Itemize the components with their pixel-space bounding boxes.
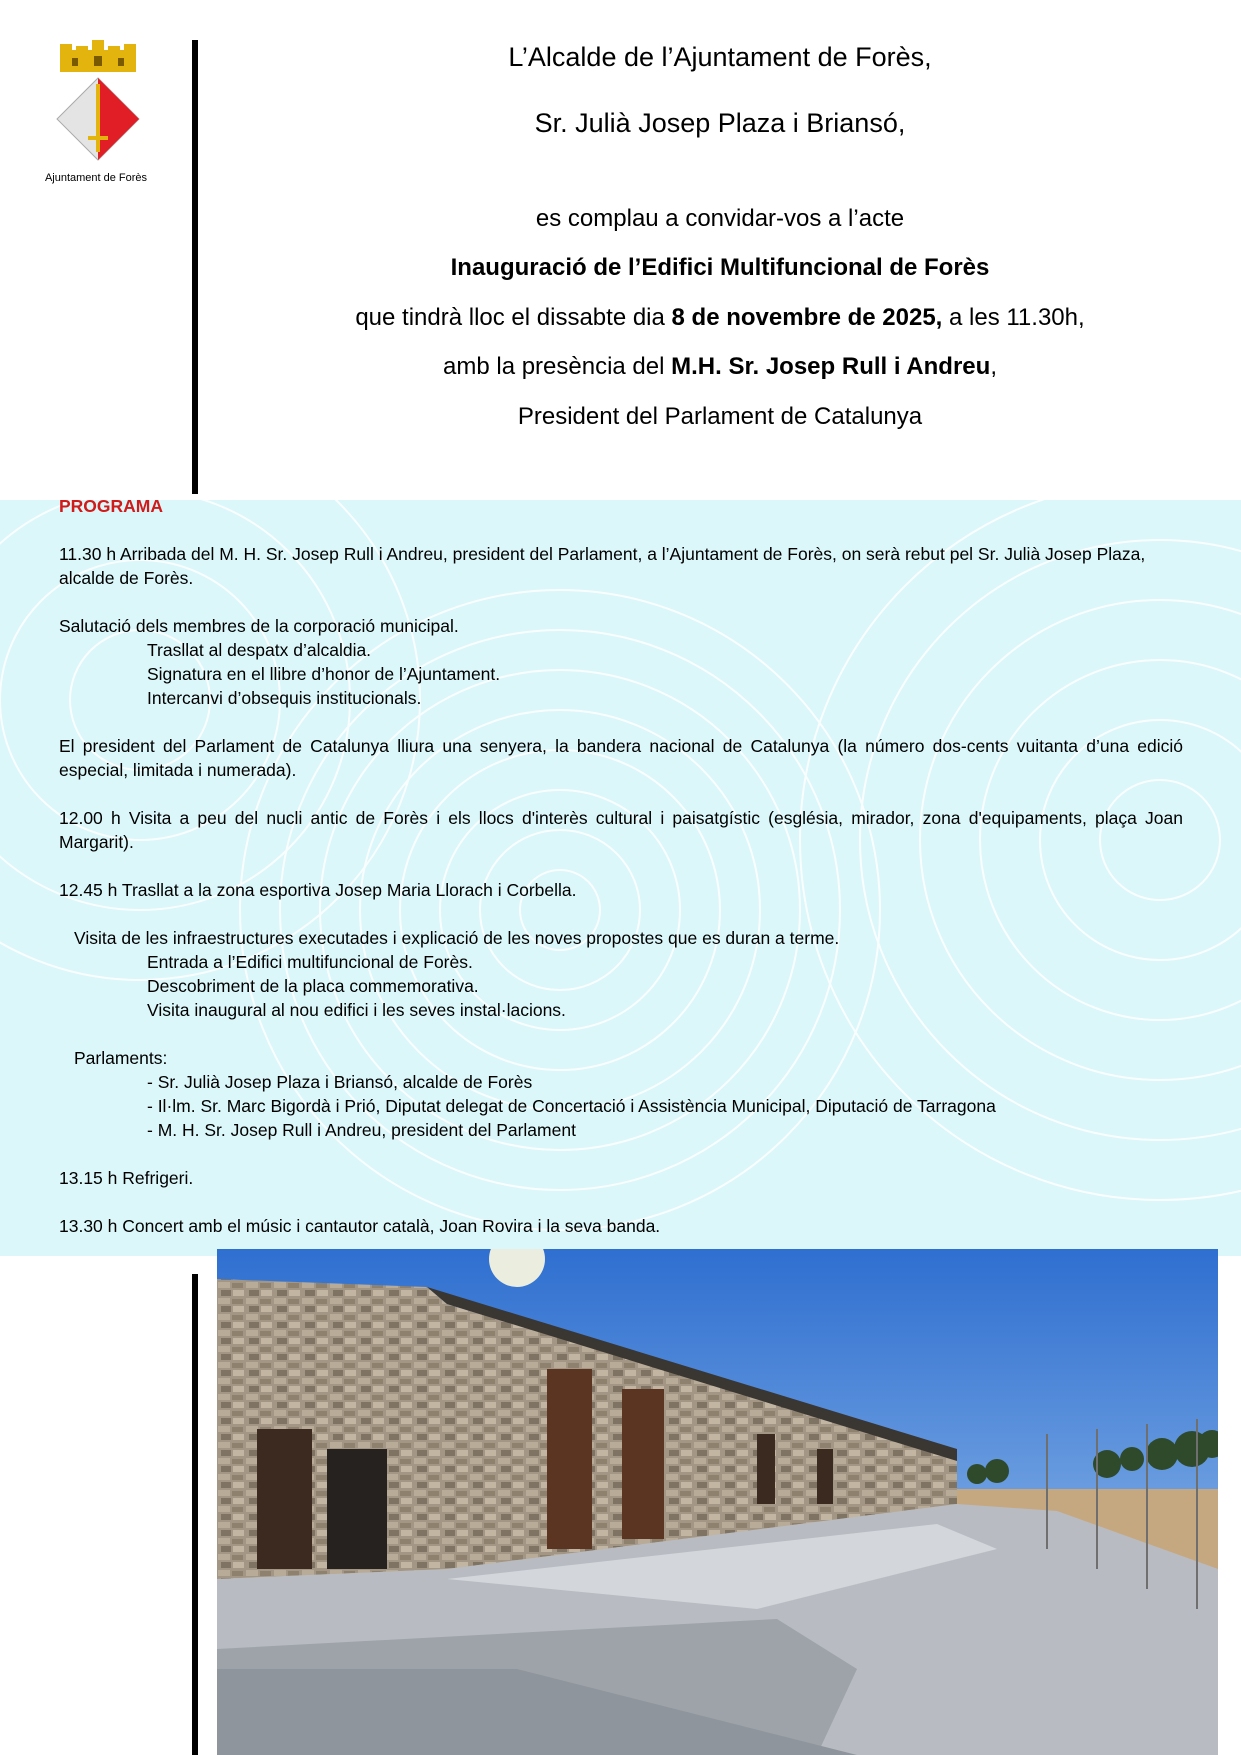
logo-caption: Ajuntament de Forès <box>44 172 148 184</box>
header <box>220 40 1220 150</box>
greeting-item-2: Signatura en el llibre d’honor de l’Ajuntament. <box>147 664 501 684</box>
event-title: Inauguració de l’Edifici Multifuncional de Forès <box>450 254 990 281</box>
greeting-item-1: Trasllat al despatx d’alcaldia. <box>147 640 372 660</box>
program-title: PROGRAMA <box>59 500 164 516</box>
header-divider <box>192 40 198 494</box>
header-line-2: Sr. Julià Josep Plaza i Briansó, <box>534 108 906 138</box>
coat-of-arms-icon <box>52 40 144 168</box>
building-photo <box>217 1249 1218 1755</box>
municipal-logo <box>36 40 156 190</box>
header-line-1: L’Alcalde de l’Ajuntament de Forès, <box>508 42 932 72</box>
program-infra: Visita de les infraestructures executades i explicació de les noves propostes que es duran a terme. <box>74 928 840 948</box>
program-transfer: 12.45 h Trasllat a la zona esportiva Josep Maria Llorach i Corbella. <box>59 880 577 900</box>
program-arrival: 11.30 h Arribada del M. H. Sr. Josep Rull i Andreu, president del Parlament, a l’Ajuntament de Forès, on serà rebut pel Sr. Julià Josep Plaza, alcalde de Forès. <box>59 544 1146 588</box>
crown-icon <box>60 40 136 72</box>
program-section <box>0 500 1241 1256</box>
program-refreshment: 13.15 h Refrigeri. <box>59 1168 194 1188</box>
program-flag: El president del Parlament de Catalunya lliura una senyera, la bandera nacional de Catalunya (la número dos-cents vuitanta d’una edició especial, limitada i numerada). <box>59 736 1183 780</box>
infra-item-1: Entrada a l’Edifici multifuncional de Forès. <box>147 952 473 972</box>
program-visit: 12.00 h Visita a peu del nucli antic de Forès i els llocs d'interès cultural i paisatgístic (església, mirador, zona d'equipaments, plaça Joan Margarit). <box>59 808 1183 852</box>
speaker-3: - M. H. Sr. Josep Rull i Andreu, president del Parlament <box>147 1120 576 1140</box>
greeting-item-3: Intercanvi d’obsequis institucionals. <box>147 688 422 708</box>
speaker-1: - Sr. Julià Josep Plaza i Briansó, alcalde de Forès <box>147 1072 533 1092</box>
photo-divider <box>192 1274 198 1755</box>
event-guest: amb la presència del M.H. Sr. Josep Rull i Andreu, <box>443 353 997 380</box>
guest-role: President del Parlament de Catalunya <box>517 403 923 430</box>
program-greeting: Salutació dels membres de la corporació municipal. <box>59 616 459 636</box>
invitation <box>220 204 1220 444</box>
infra-item-3: Visita inaugural al nou edifici i les seves instal·lacions. <box>147 1000 566 1020</box>
speaker-2: - Il·lm. Sr. Marc Bigordà i Prió, Diputat delegat de Concertació i Assistència Municipal, Diputació de Tarragona <box>147 1096 996 1116</box>
event-date: que tindrà lloc el dissabte dia 8 de novembre de 2025, a les 11.30h, <box>355 304 1085 331</box>
invite-line-1: es complau a convidar-vos a l’acte <box>535 205 905 232</box>
program-speeches: Parlaments: <box>74 1048 168 1068</box>
infra-item-2: Descobriment de la placa commemorativa. <box>147 976 479 996</box>
program-concert: 13.30 h Concert amb el músic i cantautor català, Joan Rovira i la seva banda. <box>59 1216 661 1236</box>
